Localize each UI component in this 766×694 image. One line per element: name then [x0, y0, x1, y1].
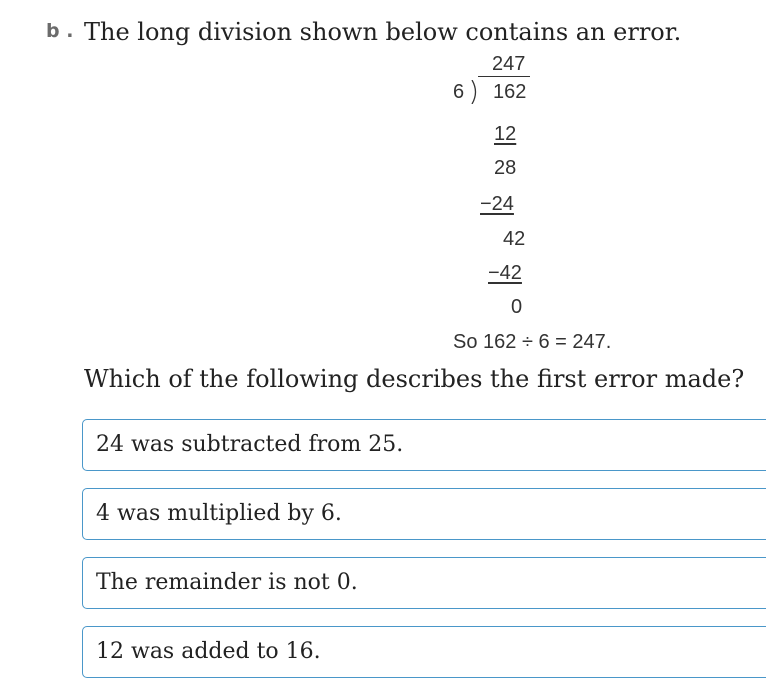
- divisor: 6: [453, 81, 465, 103]
- step-remainder-1: 28: [494, 157, 517, 179]
- step-remainder-2: 42: [503, 228, 526, 250]
- question-prompt: Which of the following describes the first error made?: [84, 365, 745, 393]
- answer-choice-label: 4 was multiplied by 6.: [96, 501, 342, 526]
- question-label: b .: [46, 20, 74, 42]
- division-overbar: [478, 76, 530, 77]
- step-product-1: 12: [494, 123, 517, 145]
- answer-choice-label: 12 was added to 16.: [96, 639, 321, 664]
- quotient: 247: [492, 53, 526, 75]
- answer-choice-1[interactable]: [82, 419, 766, 471]
- dividend: 162: [493, 81, 527, 103]
- answer-choice-3[interactable]: [82, 557, 766, 609]
- answer-choice-label: 24 was subtracted from 25.: [96, 432, 404, 457]
- question-text: The long division shown below contains an error.: [84, 18, 682, 46]
- answer-choice-4[interactable]: [82, 626, 766, 678]
- division-conclusion: So 162 ÷ 6 = 247.: [453, 331, 612, 353]
- step-product-2: −24: [480, 193, 514, 215]
- division-bracket: [470, 80, 480, 104]
- step-remainder-3: 0: [511, 296, 523, 318]
- answer-choice-2[interactable]: [82, 488, 766, 540]
- step-product-3: −42: [488, 262, 522, 284]
- answer-choice-label: The remainder is not 0.: [96, 570, 358, 595]
